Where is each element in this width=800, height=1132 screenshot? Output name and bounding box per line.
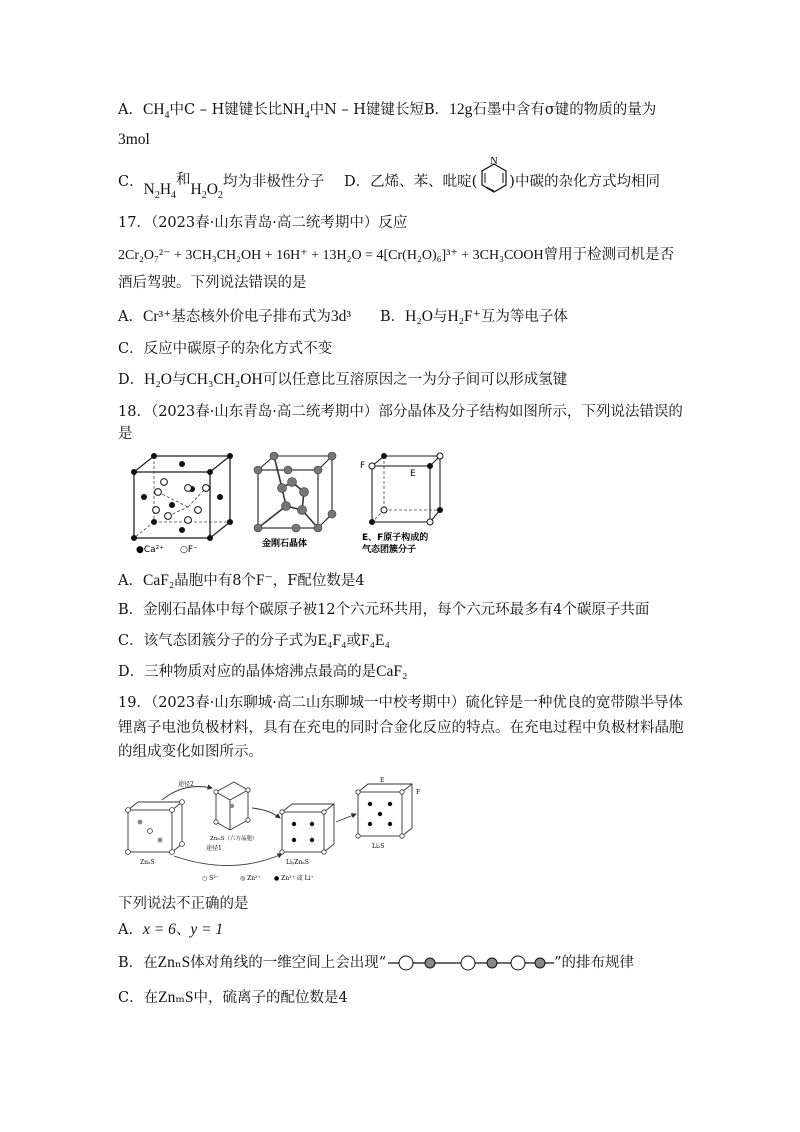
option-text: 和 — [176, 172, 191, 188]
option-text: 基态核外价电子排布式为 — [171, 309, 331, 325]
option-text: 石墨中含有σ键的物质的量为 — [472, 102, 657, 118]
q16-option-b-cont — [118, 130, 150, 150]
equation-tail: 曾用于检测司机是否 — [543, 247, 675, 263]
cluster-molecule-figure — [360, 452, 450, 556]
reaction-equation: 2Cr₂O₇²⁻ + 3CH₃CH₂OH + 16H⁺ + 13H₂O = 4[Cr(H₂O)₆]³⁺ + 3CH₃COOH — [118, 248, 544, 263]
formula-caf2: CaF₂ — [142, 572, 175, 589]
formula-caf2: CaF₂ — [376, 663, 408, 680]
pyridine-n-label: N — [490, 156, 498, 167]
q17-equation-line — [118, 245, 674, 266]
option-text: 中C – H键键长比 — [169, 102, 283, 118]
diamond-caption: 金刚石晶体 — [262, 539, 308, 549]
q18-heading-cont: 是 — [118, 426, 133, 442]
q18-option-b: B．金刚石晶体中每个碳原子被12个六元环共用，每个六元环最多有4个碳原子共面 — [118, 602, 650, 618]
formula-mass: 12g — [449, 101, 473, 118]
q18-heading: 18．（2023春·山东青岛·高二统考期中）部分晶体及分子结构如图所示，下列说法错误的 — [118, 404, 683, 420]
option-label: C． — [118, 174, 144, 190]
option-label: D．乙烯、苯、吡啶( — [344, 174, 478, 190]
pyridine-ring-icon — [478, 156, 510, 196]
formula-ethanol: CH₃CH₂OH — [186, 371, 263, 388]
formula-f4e4: F₄E₄ — [361, 632, 390, 649]
q17-heading: 17．（2023春·山东青岛·高二统考期中）反应 — [118, 215, 408, 231]
option-text: D．三种物质对应的晶体熔沸点最高的是 — [118, 664, 377, 680]
q17-option-d — [118, 370, 567, 390]
cluster-caption-1: E、F原子构成的 — [362, 533, 429, 543]
formula-x: x = 6 — [142, 921, 176, 938]
option-text: 体对角线的一维空间上会出现“ — [190, 955, 387, 971]
q19-stem-line2: 锂离子电池负极材料，具有在充电的同时合金化反应的特点。在充电过程中负极材料晶胞 — [118, 720, 684, 736]
q17-stem-cont: 酒后驾驶。下列说法错误的是 — [118, 275, 307, 291]
q19-stem-line3: 的组成变化如图所示。 — [118, 744, 263, 760]
atom-arrangement-icon — [388, 954, 554, 972]
option-text: 均为非极性分子 — [222, 174, 325, 190]
formula-h2o: H₂O — [405, 308, 433, 325]
formula-e4f4: E₄F₄ — [317, 632, 347, 649]
formula-y: y = 1 — [190, 921, 224, 938]
caf2-crystal-figure — [128, 452, 238, 556]
formula-h2o: H₂O — [144, 371, 172, 388]
q18-option-c — [118, 631, 390, 651]
hex-zns-label: ZnₘS（六方晶胞） — [210, 836, 258, 842]
formula-h2o2: $H_2O_2$ — [190, 181, 223, 202]
option-label: A． — [118, 573, 143, 589]
fig-f-label: F — [416, 789, 421, 796]
formula-znns: ZnₙS — [157, 954, 191, 971]
q19-heading: 19．（2023春·山东聊城·高二山东聊城一中校考期中）硫化锌是一种优良的宽带隙半导体 — [118, 695, 683, 711]
cluster-caption-2: 气态团簇分子 — [362, 545, 417, 555]
option-text: B．在 — [118, 955, 158, 971]
path-1-label: 途径1 — [206, 845, 222, 852]
path-2-label: 途径2 — [178, 781, 194, 788]
caf2-legend-f: ○F⁻ — [180, 545, 198, 555]
q19-ask: 下列说法不正确的是 — [118, 896, 249, 912]
q17-option-b — [380, 307, 568, 327]
legend-zn: ◎ Zn²⁺ — [240, 875, 261, 882]
option-text: 互为等电子体 — [480, 309, 568, 325]
option-label: B． — [423, 102, 450, 118]
q19-option-a — [118, 920, 223, 940]
option-text: 3mol — [118, 131, 150, 148]
option-text: ，F配位数是4 — [272, 573, 365, 589]
cluster-label-e: E — [410, 469, 416, 479]
q18-option-d — [118, 662, 407, 682]
option-text: 中，硫离子的配位数是4 — [193, 990, 348, 1006]
separator: 、 — [175, 922, 191, 938]
fig-e-label: E — [380, 777, 385, 784]
q19-option-c — [118, 988, 348, 1008]
legend-zn-li: ● Zn²⁺ 或 Li⁺ — [274, 875, 314, 882]
q18-option-a — [118, 571, 365, 591]
option-text: 中N – H键键长短 — [309, 102, 424, 118]
formula-znms: ZnₘS — [158, 989, 194, 1006]
caf2-legend-ca: ●Ca²⁺ — [136, 545, 165, 555]
option-text: C．该气态团簇分子的分子式为 — [118, 633, 318, 649]
zns-label: ZnₓS — [140, 859, 155, 866]
option-text: ”的排布规律 — [554, 955, 635, 971]
option-label: A． — [118, 922, 143, 938]
option-text: 可以任意比互溶原因之一为分子间可以形成氢键 — [262, 372, 568, 388]
formula-h2f: H₂F⁺ — [447, 308, 481, 325]
option-text: 晶胞中有8个 — [174, 573, 256, 589]
diamond-crystal-figure — [252, 452, 338, 552]
q17-option-a-b — [118, 307, 351, 327]
li2s-label: Li₂S — [372, 843, 385, 850]
q16-option-c-d-line — [118, 172, 325, 202]
charging-process-figure — [122, 772, 432, 884]
q16-option-a-b-line — [118, 100, 656, 126]
q19-option-b — [118, 953, 634, 973]
option-label: B． — [380, 309, 406, 325]
lizns-label: LiᵧZnₙS — [286, 859, 309, 866]
formula-nh4: $NH_4$ — [282, 101, 310, 122]
option-label: A． — [118, 309, 143, 325]
legend-s: ○ S²⁻ — [202, 875, 219, 882]
formula-f-ion: F⁻ — [255, 572, 273, 589]
option-text: 与 — [432, 309, 448, 325]
option-label: A． — [118, 102, 143, 118]
option-text: )中碳的杂化方式均相同 — [509, 174, 660, 190]
formula-n2h4: $N_2H_4$ — [143, 181, 177, 202]
formula-ch4: $CH_4$ — [142, 101, 170, 122]
option-text: C．在 — [118, 990, 159, 1006]
option-text: 与 — [171, 372, 187, 388]
option-text: 或 — [346, 633, 361, 649]
option-label: D． — [118, 372, 145, 388]
q17-option-c: C．反应中碳原子的杂化方式不变 — [118, 341, 333, 357]
formula-3d3: 3d³ — [330, 308, 351, 325]
cluster-label-f: F — [360, 461, 366, 471]
formula-cr3: Cr³⁺ — [142, 308, 172, 325]
